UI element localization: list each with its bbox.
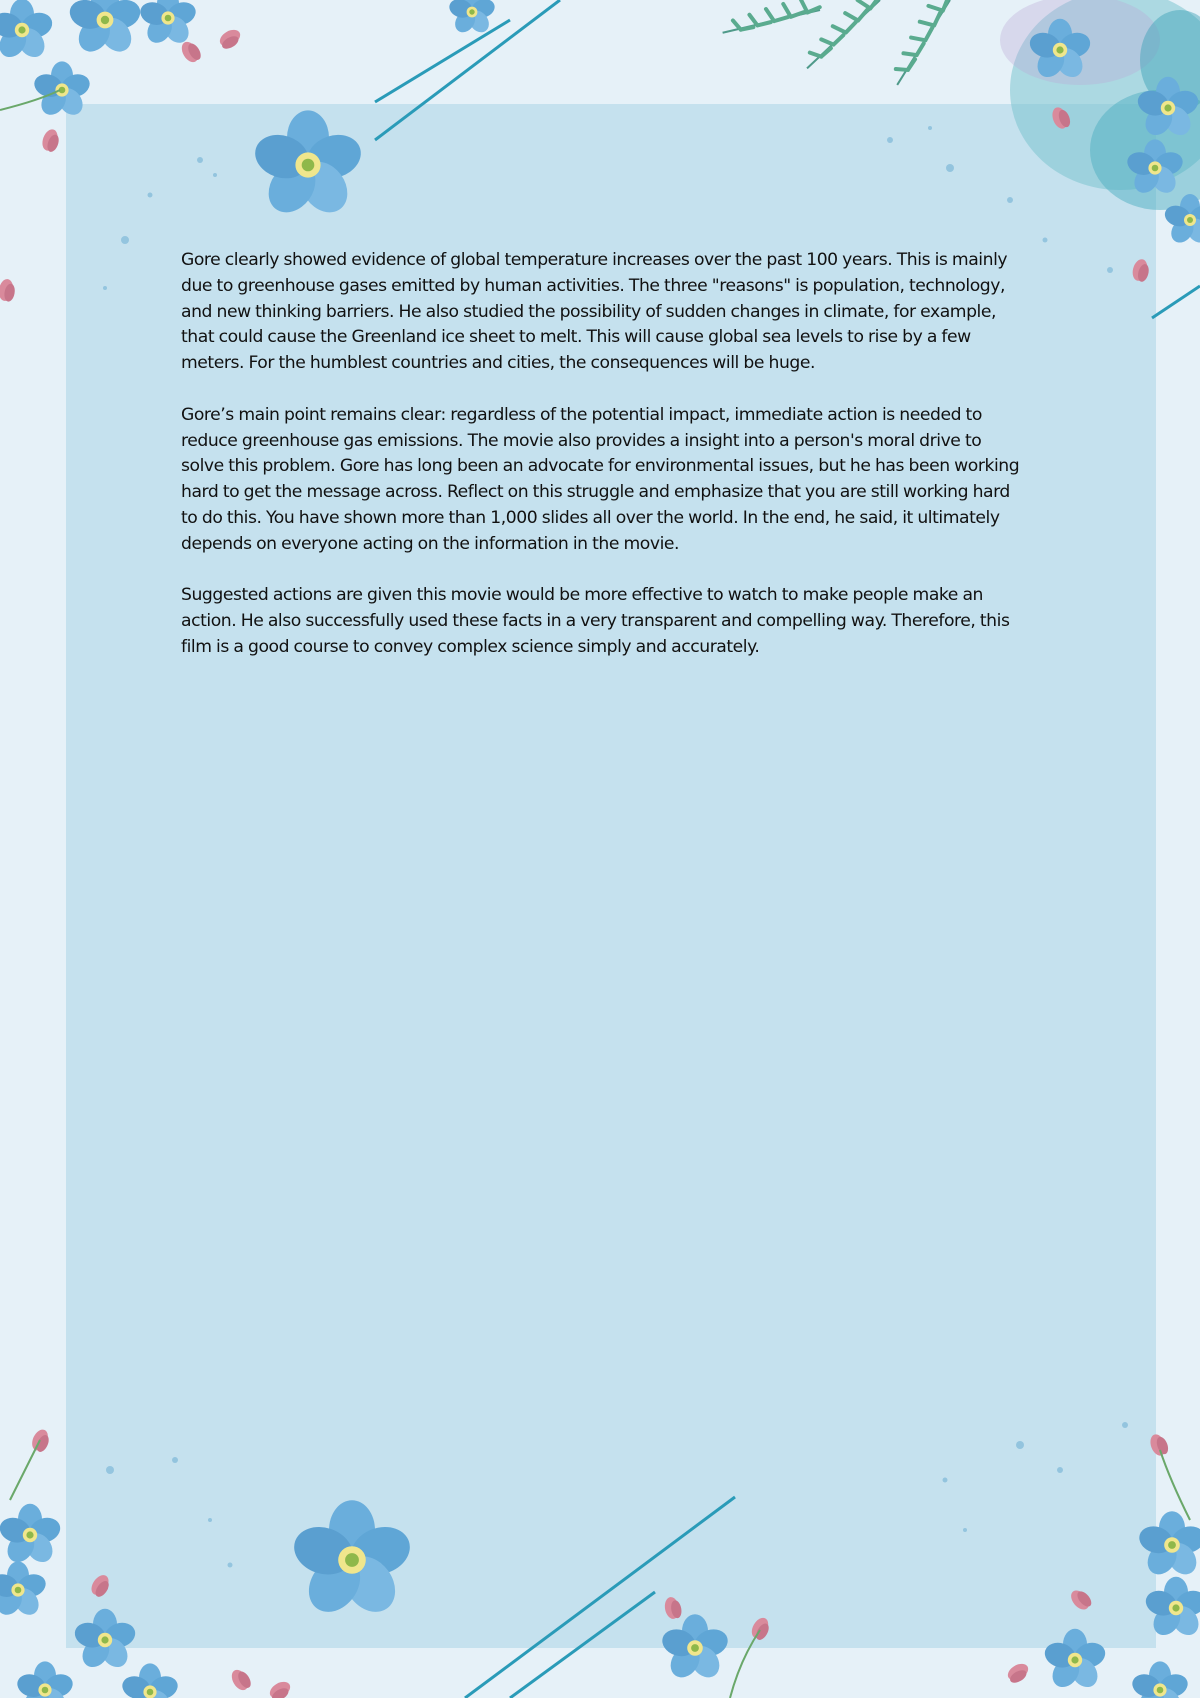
paragraph-1: Gore clearly showed evidence of global temperature increases over the past 100 years. This is mainly due to greenhouse gases emitted by human activities. The three "reasons" is population, technology, and new thinking barriers. He also studied the possibility of sudden changes in climate, for example, that could cause the Greenland ice sheet to melt. This will cause global sea levels to rise by a few meters. For the humblest countries and cities, the consequences will be huge. (181, 250, 1008, 374)
body-text (181, 248, 1025, 687)
paragraph-2: Gore’s main point remains clear: regardless of the potential impact, immediate action is needed to reduce greenhouse gas emissions. The movie also provides a insight into a person's moral drive to solve this problem. Gore has long been an advocate for environmental issues, but he has been working hard to get the message across. Reflect on this struggle and emphasize that you are still working hard to do this. You have shown more than 1,000 slides all over the world. In the end, he said, it ultimately depends on everyone acting on the information in the movie. (181, 404, 1020, 554)
paragraph-3: Suggested actions are given this movie would be more effective to watch to make people make an action. He also successfully used these facts in a very transparent and compelling way. Therefore, this film is a good course to convey complex science simply and accurately. (181, 585, 1010, 657)
